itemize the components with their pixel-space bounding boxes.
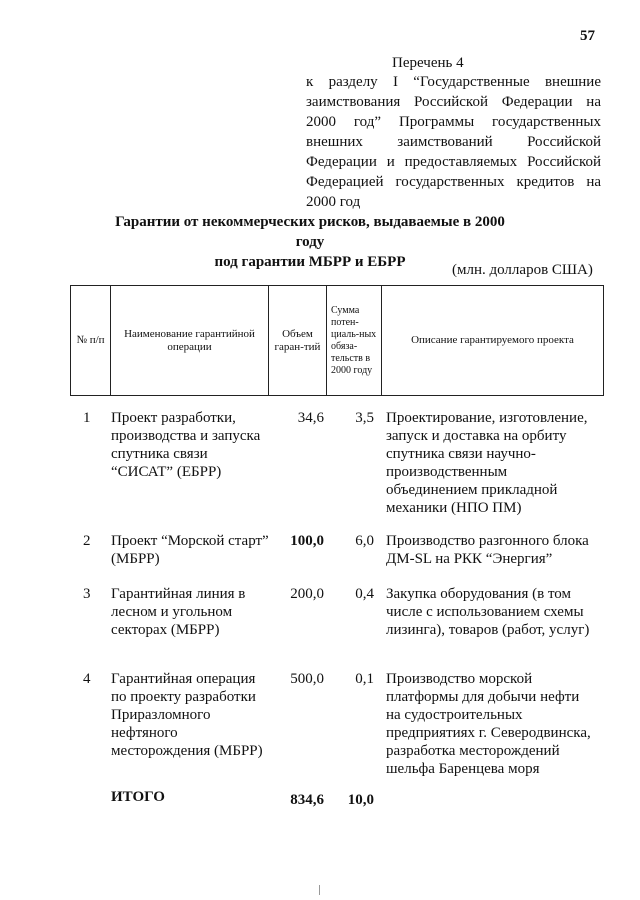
scan-mark xyxy=(319,885,320,895)
header-potential: Сумма потен-циаль-ных обяза-тельств в 2000 году xyxy=(327,286,382,396)
row-potential: 0,4 xyxy=(355,586,374,602)
row-potential: 0,1 xyxy=(355,671,374,687)
row-volume: 100,0 xyxy=(290,533,324,549)
total-label: ИТОГО xyxy=(111,789,165,805)
title-line-1: Гарантии от некоммерческих рисков, выдаваемые в 2000 году xyxy=(115,214,505,250)
header-description: Описание гарантируемого проекта xyxy=(382,286,604,396)
page-number: 57 xyxy=(580,28,595,44)
row-number: 1 xyxy=(83,410,91,426)
header-volume: Объем гаран-тий xyxy=(269,286,327,396)
row-volume: 34,6 xyxy=(297,410,324,426)
title-line-2: под гарантии МБРР и ЕБРР xyxy=(214,254,406,270)
row-number: 2 xyxy=(83,533,91,549)
row-operation: Проект разработки, производства и запуска спутника связи “СИСАТ” (ЕБРР) xyxy=(111,410,261,480)
row-operation: Проект “Морской старт” (МБРР) xyxy=(111,533,269,567)
row-volume: 200,0 xyxy=(290,586,324,602)
unit-note: (млн. долларов США) xyxy=(452,262,593,278)
total-potential: 10,0 xyxy=(347,792,374,808)
row-description: Производство морской платформы для добычи нефти на судостроительных предприятиях г. Северодвинска, разработка месторождений шельфа Баренцева моря xyxy=(386,671,591,777)
total-volume: 834,6 xyxy=(290,792,324,808)
row-description: Проектирование, изготовление, запуск и доставка на орбиту спутника связи научно-производственным объединением прикладной механики (НПО ПМ) xyxy=(386,410,588,516)
header-number: № п/п xyxy=(71,286,111,396)
row-operation: Гарантийная операция по проекту разработки Приразломного нефтяного месторождения (МБРР) xyxy=(111,671,263,759)
list-header: Перечень 4 xyxy=(392,55,464,71)
row-potential: 6,0 xyxy=(355,533,374,549)
list-description: к разделу I “Государственные внешние заимствования Российской Федерации на 2000 год” Программы государственных внешних заимствований Российской Федерации и предоставляемых Российской Федерацией государственных кредитов на 2000 год xyxy=(306,74,601,210)
row-operation: Гарантийная линия в лесном и угольном секторах (МБРР) xyxy=(111,586,246,638)
row-description: Производство разгонного блока ДМ-SL на РКК “Энергия” xyxy=(386,533,589,567)
table-header xyxy=(70,285,604,396)
row-volume: 500,0 xyxy=(290,671,324,687)
row-potential: 3,5 xyxy=(355,410,374,426)
row-number: 4 xyxy=(83,671,91,687)
row-number: 3 xyxy=(83,586,91,602)
header-operation: Наименование гарантийной операции xyxy=(111,286,269,396)
row-description: Закупка оборудования (в том числе с использованием схемы лизинга), товаров (работ, услуг) xyxy=(386,586,590,638)
